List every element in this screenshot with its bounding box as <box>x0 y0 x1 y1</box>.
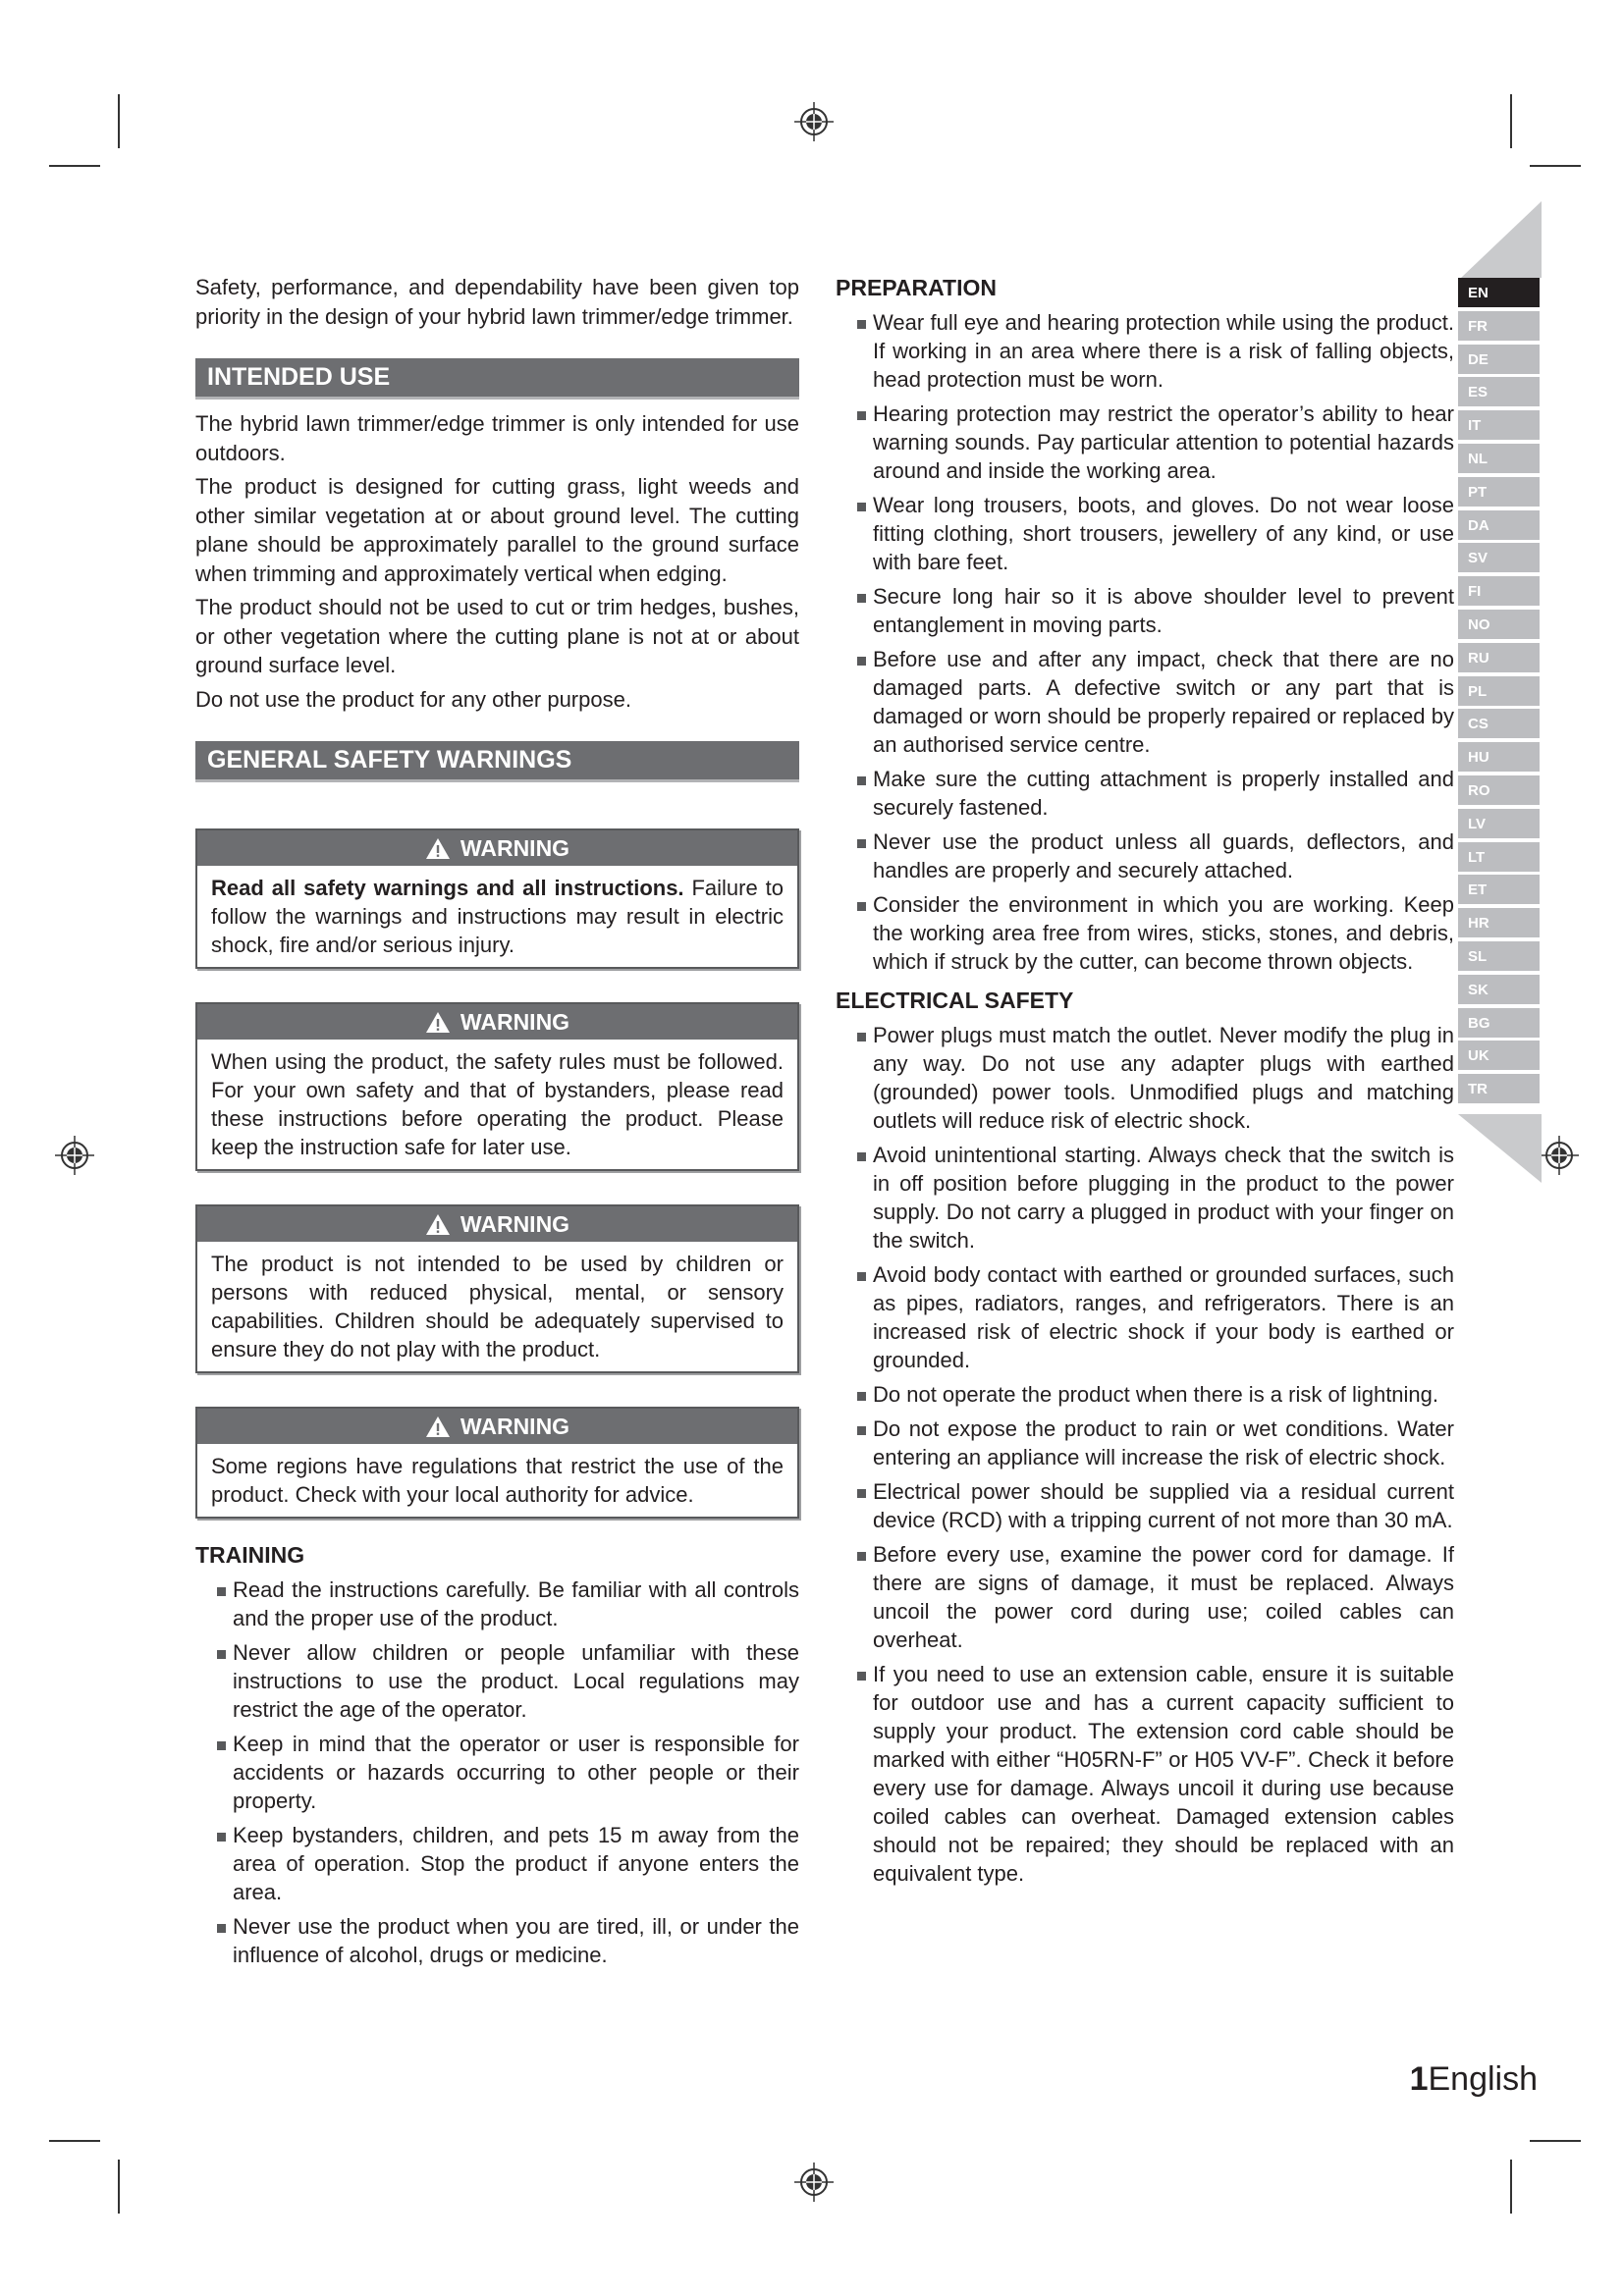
warning-text <box>197 866 797 967</box>
crop-mark <box>1510 2160 1512 2214</box>
intended-use-paragraph: The product is designed for cutting grass, light weeds and other similar vegetation at or about ground level. The cutting plane should be approximately parallel to the ground surface when trimming and approximately vertical when edging. <box>195 474 799 586</box>
language-tab-sl: SL <box>1458 941 1540 973</box>
language-tab-pl: PL <box>1458 676 1540 708</box>
preparation-list <box>836 308 1454 976</box>
list-item: Avoid unintentional starting. Always check that the switch is in off position before plugging in the product to the power supply. Do not carry a plugged in product with your finger on the switch. <box>836 1141 1454 1255</box>
warning-box <box>195 1407 799 1519</box>
language-tab-ru: RU <box>1458 643 1540 674</box>
list-item: Wear long trousers, boots, and gloves. Do not wear loose fitting clothing, short trousers, jewellery of any kind, or use with bare feet. <box>836 491 1454 576</box>
language-tab-cs: CS <box>1458 709 1540 740</box>
warning-header <box>197 1409 797 1444</box>
language-tab-en: EN <box>1458 278 1540 309</box>
page-language-label: English <box>1428 2060 1538 2098</box>
list-item: Never allow children or people unfamiliar with these instructions to use the product. Local regulations may restrict the age of the operator. <box>195 1638 799 1724</box>
warning-triangle-icon <box>425 1213 451 1236</box>
warning-title: WARNING <box>460 1211 570 1237</box>
preparation-heading: PREPARATION <box>836 275 997 300</box>
language-tab-es: ES <box>1458 377 1540 408</box>
language-tab-pt: PT <box>1458 477 1540 508</box>
language-tab-da: DA <box>1458 510 1540 542</box>
language-tab-tr: TR <box>1458 1074 1540 1105</box>
warning-bold-text: Read all safety warnings and all instructions. <box>211 876 684 900</box>
list-item: Wear full eye and hearing protection while using the product. If working in an area where there is a risk of falling objects, head protection must be worn. <box>836 308 1454 394</box>
list-item: Hearing protection may restrict the operator’s ability to hear warning sounds. Pay particular attention to potential hazards around and inside the working area. <box>836 400 1454 485</box>
registration-mark-icon <box>55 1136 94 1175</box>
warning-triangle-icon <box>425 1415 451 1438</box>
list-item: Consider the environment in which you are working. Keep the working area free from wires, sticks, stones, and debris, which if struck by the cutter, can become thrown objects. <box>836 890 1454 976</box>
list-item: Power plugs must match the outlet. Never modify the plug in any way. Do not use any adapter plugs with earthed (grounded) power tools. Unmodified plugs and matching outlets will reduce risk of electric shock. <box>836 1021 1454 1135</box>
left-column <box>195 273 799 1975</box>
language-tab-et: ET <box>1458 875 1540 906</box>
language-tab-lv: LV <box>1458 809 1540 840</box>
right-column <box>836 273 1454 1894</box>
crop-mark <box>1530 2140 1581 2142</box>
intended-use-heading: INTENDED USE <box>195 358 799 400</box>
warning-body-text: When using the product, the safety rules must be followed. For your own safety and that of bystanders, please read these instructions before operating the product. Please keep the instruction safe for later use. <box>211 1049 784 1159</box>
list-item: Read the instructions carefully. Be familiar with all controls and the proper use of the product. <box>195 1575 799 1632</box>
list-item: Do not expose the product to rain or wet conditions. Water entering an appliance will increase the risk of electric shock. <box>836 1415 1454 1471</box>
warning-title: WARNING <box>460 1414 570 1439</box>
warning-body-text: Some regions have regulations that restrict the use of the product. Check with your local authority for advice. <box>211 1454 784 1507</box>
intended-use-paragraph: Do not use the product for any other purpose. <box>195 686 631 712</box>
warning-header <box>197 830 797 866</box>
crop-mark <box>49 2140 100 2142</box>
training-list <box>195 1575 799 1969</box>
language-tab-it: IT <box>1458 410 1540 442</box>
registration-mark-icon <box>794 2163 834 2202</box>
language-tab-nl: NL <box>1458 444 1540 475</box>
warning-box <box>195 1204 799 1373</box>
warning-header <box>197 1004 797 1040</box>
warning-body-text: The product is not intended to be used by children or persons with reduced physical, mental, or sensory capabilities. Children should be adequately supervised to ensure they do not play with the product. <box>211 1252 784 1362</box>
list-item: Keep in mind that the operator or user is responsible for accidents or hazards occurring to other people or their property. <box>195 1730 799 1815</box>
language-tab-fi: FI <box>1458 576 1540 608</box>
list-item: Before every use, examine the power cord for damage. If there are signs of damage, it must be replaced. Always uncoil the power cord during use; coiled cables can overheat. <box>836 1540 1454 1654</box>
list-item: Do not operate the product when there is a risk of lightning. <box>836 1380 1454 1409</box>
list-item: Make sure the cutting attachment is properly installed and securely fastened. <box>836 765 1454 822</box>
language-tab-fr: FR <box>1458 311 1540 343</box>
intended-use-paragraph: The hybrid lawn trimmer/edge trimmer is only intended for use outdoors. <box>195 411 799 465</box>
language-tab-uk: UK <box>1458 1041 1540 1072</box>
warning-title: WARNING <box>460 835 570 861</box>
warning-body-text: Failure to follow the warnings and instructions may result in electric shock, fire and/or serious injury. <box>211 876 784 957</box>
list-item: Keep bystanders, children, and pets 15 m away from the area of operation. Stop the product if anyone enters the area. <box>195 1821 799 1906</box>
language-tab-hr: HR <box>1458 908 1540 939</box>
language-tab-hu: HU <box>1458 742 1540 774</box>
list-item: Electrical power should be supplied via a residual current device (RCD) with a tripping current of not more than 30 mA. <box>836 1477 1454 1534</box>
language-tab-sv: SV <box>1458 543 1540 574</box>
list-item: Never use the product unless all guards, deflectors, and handles are properly and securely attached. <box>836 828 1454 884</box>
crop-mark <box>118 2160 120 2214</box>
intended-use-paragraph: The product should not be used to cut or trim hedges, bushes, or other vegetation where the cutting plane is not at or about ground surface level. <box>195 595 799 677</box>
language-tab-de: DE <box>1458 345 1540 376</box>
list-item: Before use and after any impact, check that there are no damaged parts. A defective switch or any part that is damaged or worn should be properly repaired or replaced by an authorised service centre. <box>836 645 1454 759</box>
language-tab-sk: SK <box>1458 975 1540 1006</box>
list-item: If you need to use an extension cable, ensure it is suitable for outdoor use and has a current capacity sufficient to supply your product. The extension cord cable should be marked with either “H05RN-F” or H05 VV-F”. Check it before every use for damage. Always uncoil it during use because coiled cables can overheat. Damaged extension cables should not be repaired; they should be replaced with an equivalent type. <box>836 1660 1454 1888</box>
general-safety-heading: GENERAL SAFETY WARNINGS <box>195 741 799 782</box>
crop-mark <box>1510 94 1512 148</box>
warning-box <box>195 1002 799 1171</box>
electrical-safety-list <box>836 1021 1454 1888</box>
warning-triangle-icon <box>425 837 451 860</box>
crop-mark <box>1530 165 1581 167</box>
list-item: Avoid body contact with earthed or grounded surfaces, such as pipes, radiators, ranges, and refrigerators. There is an increased risk of electric shock if your body is earthed or grounded. <box>836 1260 1454 1374</box>
warning-triangle-icon <box>425 1011 451 1034</box>
page-number-value: 1 <box>1409 2060 1429 2098</box>
crop-mark <box>49 165 100 167</box>
electrical-safety-heading: ELECTRICAL SAFETY <box>836 988 1074 1013</box>
intro-paragraph: Safety, performance, and dependability have been given top priority in the design of your hybrid lawn trimmer/edge trimmer. <box>195 275 799 329</box>
list-item: Secure long hair so it is above shoulder level to prevent entanglement in moving parts. <box>836 582 1454 639</box>
language-tab-bg: BG <box>1458 1008 1540 1040</box>
warning-box <box>195 828 799 969</box>
page-number <box>1410 2060 1538 2099</box>
language-tab-lt: LT <box>1458 842 1540 874</box>
list-item: Never use the product when you are tired, ill, or under the influence of alcohol, drugs or medicine. <box>195 1912 799 1969</box>
training-heading: TRAINING <box>195 1542 305 1568</box>
language-tab-no: NO <box>1458 610 1540 641</box>
registration-mark-icon <box>1540 1136 1579 1175</box>
warning-title: WARNING <box>460 1009 570 1035</box>
crop-mark <box>118 94 120 148</box>
warning-header <box>197 1206 797 1242</box>
registration-mark-icon <box>794 102 834 141</box>
language-tab-ro: RO <box>1458 775 1540 807</box>
